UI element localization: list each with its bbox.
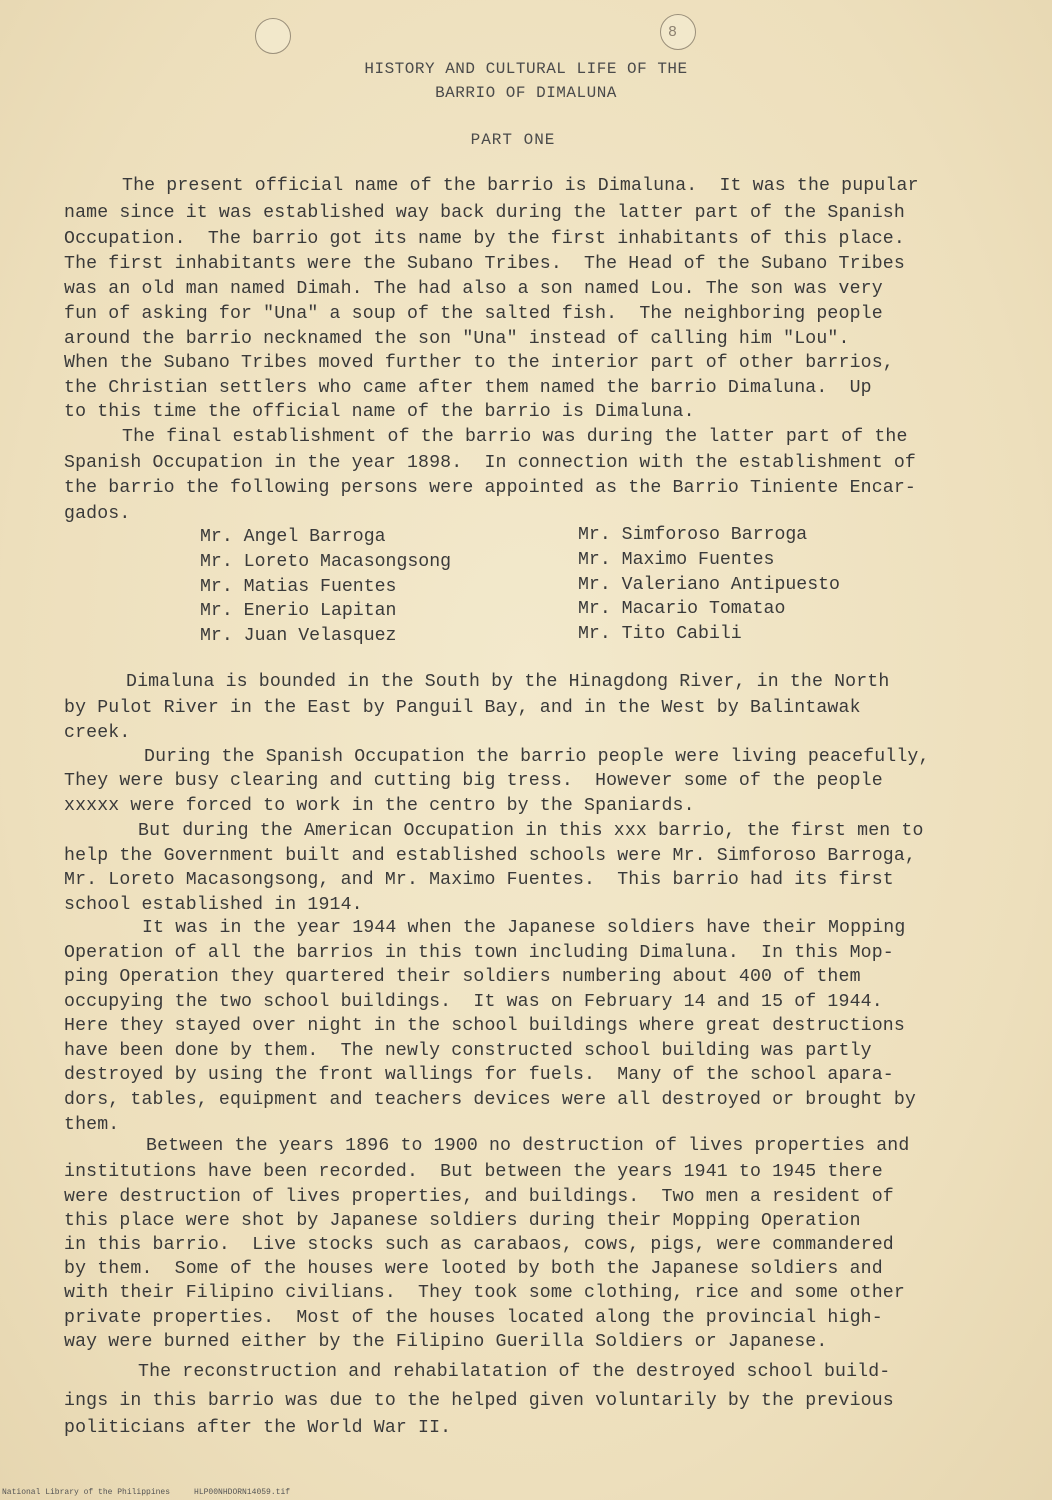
- teniente-name: Mr. Valeriano Antipuesto: [578, 575, 840, 595]
- text-line: occupying the two school buildings. It was on February 14 and 15 of 1944.: [64, 992, 883, 1012]
- text-line: The reconstruction and rehabilatation of the destroyed school build-: [138, 1362, 891, 1382]
- text-line: ings in this barrio was due to the helped given voluntarily by the previous: [64, 1391, 894, 1411]
- text-line: in this barrio. Live stocks such as carabaos, cows, pigs, were commandered: [64, 1235, 894, 1255]
- text-line: fun of asking for "Una" a soup of the salted fish. The neighboring people: [64, 304, 883, 324]
- text-line: name since it was established way back during the latter part of the Spanish: [64, 203, 905, 223]
- text-line: But during the American Occupation in this xxx barrio, the first men to: [138, 821, 924, 841]
- teniente-name: Mr. Macario Tomatao: [578, 599, 786, 619]
- text-line: They were busy clearing and cutting big tress. However some of the people: [64, 771, 883, 791]
- text-line: Spanish Occupation in the year 1898. In connection with the establishment of: [64, 453, 916, 473]
- text-line: politicians after the World War II.: [64, 1418, 452, 1438]
- text-line: Between the years 1896 to 1900 no destruction of lives properties and: [146, 1136, 910, 1156]
- text-line: the barrio the following persons were appointed as the Barrio Tiniente Encar-: [64, 478, 916, 498]
- document-title-line-2: BARRIO OF DIMALUNA: [435, 84, 617, 102]
- teniente-name: Mr. Juan Velasquez: [200, 626, 397, 646]
- text-line: was an old man named Dimah. The had also a son named Lou. The son was very: [64, 279, 883, 299]
- text-line: dors, tables, equipment and teachers devices were all destroyed or brought by: [64, 1090, 916, 1110]
- text-line: way were burned either by the Filipino Guerilla Soldiers or Japanese.: [64, 1332, 828, 1352]
- text-line: When the Subano Tribes moved further to the interior part of other barrios,: [64, 353, 894, 373]
- text-line: to this time the official name of the barrio is Dimaluna.: [64, 402, 695, 422]
- text-line: institutions have been recorded. But between the years 1941 to 1945 there: [64, 1162, 883, 1182]
- text-line: During the Spanish Occupation the barrio people were living peacefully,: [144, 747, 930, 767]
- teniente-name: Mr. Maximo Fuentes: [578, 550, 775, 570]
- text-line: have been done by them. The newly constructed school building was partly: [64, 1041, 872, 1061]
- teniente-name: Mr. Angel Barroga: [200, 527, 386, 547]
- text-line: them.: [64, 1115, 120, 1135]
- text-line: Occupation. The barrio got its name by the first inhabitants of this place.: [64, 229, 905, 249]
- punch-hole-left: [255, 18, 291, 54]
- archive-footer: National Library of the Philippines HLP00NHDORN14059.tif: [2, 1488, 291, 1497]
- text-line: ping Operation they quartered their soldiers numbering about 400 of them: [64, 967, 861, 987]
- document-title-line-1: HISTORY AND CULTURAL LIFE OF THE: [364, 60, 688, 78]
- part-heading: PART ONE: [470, 131, 556, 149]
- teniente-name: Mr. Tito Cabili: [578, 624, 742, 644]
- text-line: The present official name of the barrio is Dimaluna. It was the pupular: [122, 176, 919, 196]
- page-number: 8: [668, 24, 678, 41]
- text-line: help the Government built and established schools were Mr. Simforoso Barroga,: [64, 846, 916, 866]
- punch-hole-right: [660, 14, 696, 50]
- text-line: The first inhabitants were the Subano Tribes. The Head of the Subano Tribes: [64, 254, 905, 274]
- text-line: Dimaluna is bounded in the South by the Hinagdong River, in the North: [126, 672, 890, 692]
- teniente-name: Mr. Matias Fuentes: [200, 577, 397, 597]
- text-line: It was in the year 1944 when the Japanese soldiers have their Mopping: [142, 918, 906, 938]
- text-line: The final establishment of the barrio was during the latter part of the: [122, 427, 908, 447]
- teniente-name: Mr. Enerio Lapitan: [200, 601, 397, 621]
- text-line: by Pulot River in the East by Panguil Bay, and in the West by Balintawak: [64, 698, 861, 718]
- text-line: gados.: [64, 504, 131, 524]
- text-line: Mr. Loreto Macasongsong, and Mr. Maximo Fuentes. This barrio had its first: [64, 870, 894, 890]
- text-line: xxxxx were forced to work in the centro by the Spaniards.: [64, 796, 695, 816]
- text-line: this place were shot by Japanese soldiers during their Mopping Operation: [64, 1211, 861, 1231]
- teniente-name: Mr. Loreto Macasongsong: [200, 552, 452, 572]
- text-line: Operation of all the barrios in this town including Dimaluna. In this Mop-: [64, 943, 894, 963]
- text-line: the Christian settlers who came after them named the barrio Dimaluna. Up: [64, 378, 872, 398]
- text-line: by them. Some of the houses were looted by both the Japanese soldiers and: [64, 1259, 883, 1279]
- text-line: were destruction of lives properties, and buildings. Two men a resident of: [64, 1187, 894, 1207]
- text-line: around the barrio necknamed the son "Una" instead of calling him "Lou".: [64, 329, 850, 349]
- text-line: Here they stayed over night in the school buildings where great destructions: [64, 1016, 905, 1036]
- text-line: with their Filipino civilians. They took some clothing, rice and some other: [64, 1283, 905, 1303]
- text-line: creek.: [64, 723, 131, 743]
- teniente-name: Mr. Simforoso Barroga: [578, 525, 808, 545]
- text-line: destroyed by using the front wallings for fuels. Many of the school apara-: [64, 1065, 894, 1085]
- text-line: private properties. Most of the houses located along the provincial high-: [64, 1308, 883, 1328]
- text-line: school established in 1914.: [64, 895, 363, 915]
